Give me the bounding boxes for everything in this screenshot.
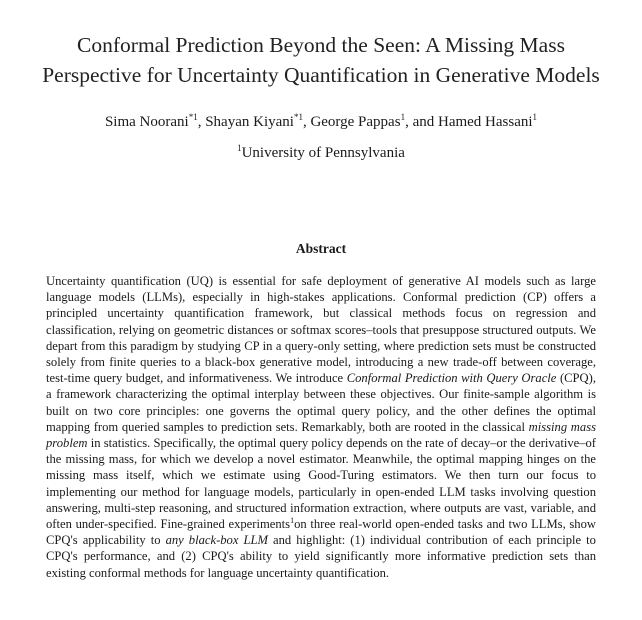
abstract-emphasis: missing mass problem [46,419,596,451]
author-mark: 1 [532,112,538,122]
title-line-2: Perspective for Uncertainty Quantification in Generative Models [42,63,600,87]
abstract-text: (CPQ), a framework characterizing the optimal interplay between these objectives. Our finite-sample algorithm is built on two core principles: one governs the optimal query policy, and the other defines the optimal mapping from queried samples to prediction sets. Remarkably, both are rooted in the classical [46,371,596,434]
abstract-body [46,273,596,581]
paper-title [0,30,642,90]
abstract-text: Uncertainty quantification (UQ) is essential for safe deployment of generative AI models such as large language models (LLMs), especially in high-stakes applications. Conformal prediction (CP) offers a principled uncertainty quantification framework, but classical methods focus on regression and classification, relying on geometric distances or softmax scores–tools that presuppose structured outputs. We depart from this paradigm by studying CP in a query-only setting, where prediction sets must be constructed solely from finite queries to a black-box generative model, introducing a new trade-off between coverage, test-time query budget, and informativeness. We introduce [46,274,596,386]
author-mark: *1 [293,112,303,122]
affiliation-name: University of Pennsylvania [241,145,405,161]
footnote-mark[interactable]: 1 [290,516,295,526]
abstract-emphasis: Conformal Prediction with Query Oracle [346,371,557,386]
author-mark: *1 [188,112,198,122]
abstract-heading: Abstract [295,241,347,256]
author-name: Hamed Hassani [437,114,533,130]
abstract-text: on three real-world open-ended tasks and two LLMs, show CPQ's applicability to [46,517,596,548]
affiliation-mark: 1 [237,143,242,153]
affiliation [0,143,642,163]
author-name: Shayan Kiyani [205,114,294,130]
author-separator: , and [405,114,438,130]
abstract-text: and highlight: (1) individual contribution of each principle to CPQ's performance, and (2) CPQ's ability to yield significantly more informative prediction sets than existing conformal methods for language uncertainty quantification. [46,533,596,580]
abstract-emphasis: any black-box LLM [165,533,268,548]
author-name: George Pappas [310,114,401,130]
author-separator: , [302,114,311,130]
title-line-1: Conformal Prediction Beyond the Seen: A Missing Mass [77,33,565,57]
author-separator: , [197,114,206,130]
author-list [0,112,642,132]
author-mark: 1 [400,112,406,122]
abstract-text: in statistics. Specifically, the optimal query policy depends on the rate of decay–or the derivative–of the missing mass, for which we develop a novel estimator. Meanwhile, the optimal mapping hinges on the missing mass itself, which we estimate using Good-Turing estimators. We then turn our focus to implementing our method for language models, particularly in open-ended LLM tasks involving question answering, multi-step reasoning, and structured information extraction, where outputs are vast, variable, and often under-specified. Fine-grained experiments [46,436,596,532]
author-name: Sima Noorani [104,114,189,130]
